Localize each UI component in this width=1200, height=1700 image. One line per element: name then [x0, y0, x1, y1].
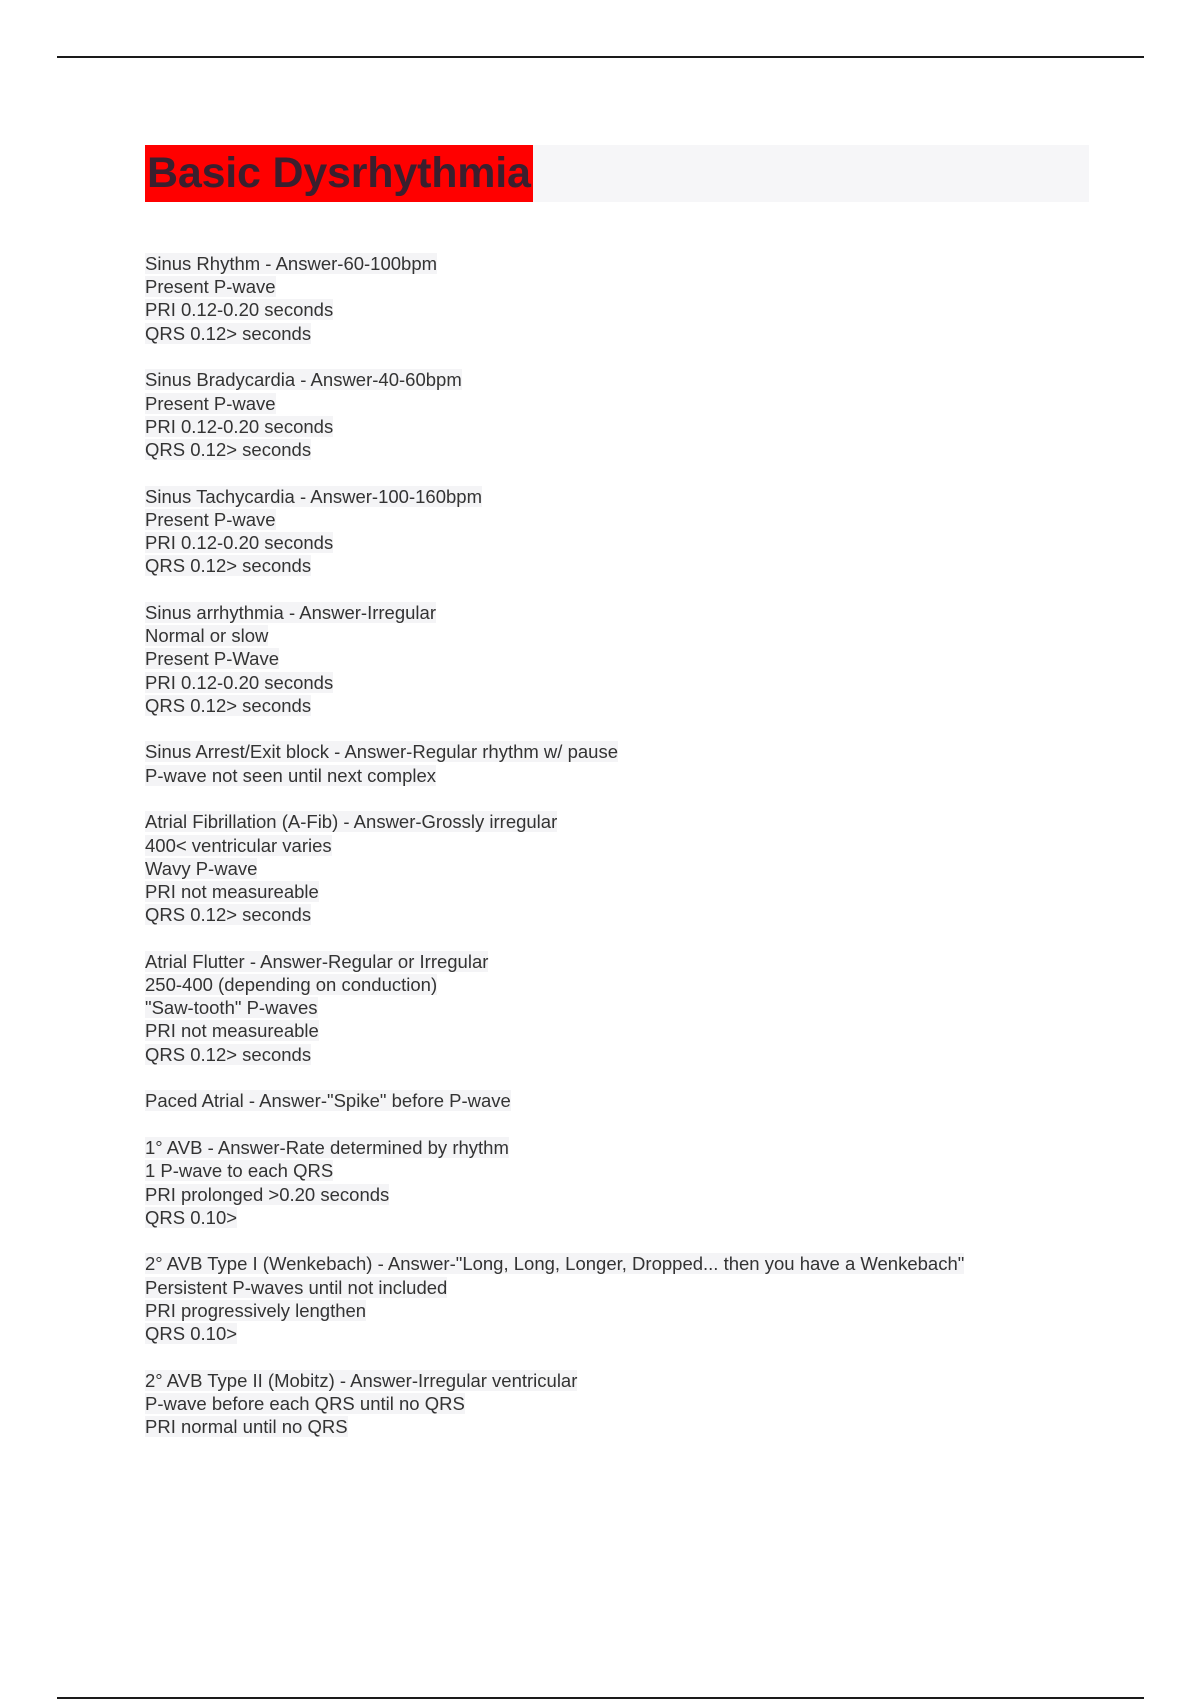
detail-line [145, 392, 1105, 415]
detail-line [145, 554, 1105, 577]
answer-text: 40-60bpm [378, 369, 462, 391]
answer-separator: - Answer- [294, 485, 379, 507]
detail-text: Present P-wave [145, 276, 276, 298]
detail-text: "Saw-tooth" P-waves [145, 997, 318, 1019]
detail-line [145, 857, 1105, 880]
detail-text: 1 P-wave to each QRS [145, 1160, 334, 1182]
term-text: 2° AVB Type I (Wenkebach) [145, 1253, 373, 1275]
flashcard-entry [145, 810, 1105, 926]
detail-text: PRI 0.12-0.20 seconds [145, 415, 334, 437]
detail-text: QRS 0.12> seconds [145, 438, 312, 460]
detail-line [145, 322, 1105, 345]
detail-text: P-wave not seen until next complex [145, 764, 437, 786]
answer-separator: - Answer- [244, 950, 328, 972]
answer-separator: - Answer- [283, 601, 368, 623]
detail-text: Wavy P-wave [145, 857, 258, 879]
flashcard-entry [145, 601, 1105, 717]
answer-text: Rate determined by rhythm [285, 1137, 509, 1159]
flashcard-question [145, 1136, 1105, 1159]
detail-line [145, 973, 1105, 996]
detail-line [145, 531, 1105, 554]
term-text: Paced Atrial [145, 1090, 244, 1112]
detail-line [145, 275, 1105, 298]
detail-line [145, 903, 1105, 926]
answer-text: "Long, Long, Longer, Dropped... then you have a Wenkebach" [455, 1253, 965, 1275]
detail-line [145, 1159, 1105, 1182]
detail-text: P-wave before each QRS until no QRS [145, 1392, 465, 1414]
detail-line [145, 508, 1105, 531]
flashcard-question [145, 601, 1105, 624]
detail-line [145, 1183, 1105, 1206]
detail-text: QRS 0.12> seconds [145, 322, 312, 344]
detail-line [145, 880, 1105, 903]
detail-line [145, 1392, 1105, 1415]
detail-line [145, 1276, 1105, 1299]
flashcard-entry [145, 252, 1105, 345]
detail-line [145, 1043, 1105, 1066]
answer-separator: - Answer- [334, 1369, 419, 1391]
flashcard-entry [145, 1089, 1105, 1112]
detail-line [145, 415, 1105, 438]
detail-line [145, 834, 1105, 857]
answer-text: "Spike" before P-wave [327, 1090, 511, 1112]
answer-text: Grossly irregular [421, 811, 558, 833]
detail-text: PRI 0.12-0.20 seconds [145, 671, 334, 693]
flashcard-question [145, 252, 1105, 275]
detail-line [145, 1019, 1105, 1042]
detail-text: QRS 0.10> [145, 1323, 238, 1345]
flashcard-question [145, 1089, 1105, 1112]
flashcard-entry [145, 1252, 1105, 1345]
answer-text: Irregular [367, 601, 436, 623]
flashcard-question [145, 950, 1105, 973]
term-text: Sinus Tachycardia [145, 485, 295, 507]
flashcard-question [145, 485, 1105, 508]
flashcard-entry [145, 1369, 1105, 1439]
detail-line [145, 996, 1105, 1019]
flashcard-entry [145, 740, 1105, 786]
detail-text: QRS 0.12> seconds [145, 904, 312, 926]
detail-text: PRI not measureable [145, 880, 319, 902]
detail-text: PRI prolonged >0.20 seconds [145, 1183, 390, 1205]
term-text: Sinus Rhythm [145, 253, 261, 274]
answer-separator: - Answer- [260, 253, 344, 274]
detail-line [145, 1322, 1105, 1345]
answer-text: Regular rhythm w/ pause [412, 741, 618, 763]
answer-text: Irregular ventricular [418, 1369, 578, 1391]
answer-text: Regular or Irregular [328, 950, 489, 972]
flashcard-entry [145, 950, 1105, 1066]
detail-line [145, 438, 1105, 461]
answer-separator: - Answer- [295, 369, 379, 391]
detail-line [145, 624, 1105, 647]
term-text: Sinus Arrest/Exit block [145, 741, 330, 763]
detail-text: Normal or slow [145, 625, 269, 647]
detail-line [145, 694, 1105, 717]
flashcard-entry [145, 1136, 1105, 1229]
detail-text: PRI not measureable [145, 1020, 319, 1042]
term-text: Atrial Flutter [145, 950, 245, 972]
title-bar [145, 145, 1089, 202]
answer-separator: - Answer- [338, 811, 422, 833]
detail-text: Present P-wave [145, 508, 276, 530]
detail-line [145, 298, 1105, 321]
detail-text: PRI normal until no QRS [145, 1416, 348, 1438]
answer-text: 60-100bpm [343, 253, 438, 274]
detail-text: 250-400 (depending on conduction) [145, 974, 438, 996]
detail-text: Present P-Wave [145, 648, 279, 670]
term-text: Atrial Fibrillation (A-Fib) [145, 811, 339, 833]
flashcard-question [145, 740, 1105, 763]
detail-text: QRS 0.12> seconds [145, 694, 312, 716]
detail-text: PRI 0.12-0.20 seconds [145, 532, 334, 554]
term-text: 2° AVB Type II (Mobitz) [145, 1369, 335, 1391]
detail-text: QRS 0.10> [145, 1206, 238, 1228]
flashcard-entry [145, 368, 1105, 461]
detail-line [145, 647, 1105, 670]
answer-text: 100-160bpm [378, 485, 482, 507]
term-text: Sinus Bradycardia [145, 369, 296, 391]
detail-text: PRI progressively lengthen [145, 1299, 367, 1321]
flashcard-question [145, 1252, 1105, 1275]
answer-separator: - Answer- [243, 1090, 328, 1112]
detail-text: Present P-wave [145, 392, 276, 414]
document-title: Basic Dysrhythmia [145, 145, 533, 202]
detail-line [145, 1206, 1105, 1229]
answer-separator: - Answer- [372, 1253, 456, 1275]
detail-text: QRS 0.12> seconds [145, 555, 312, 577]
flashcard-list [145, 252, 1105, 1462]
flashcard-entry [145, 485, 1105, 578]
detail-text: Persistent P-waves until not included [145, 1276, 448, 1298]
answer-separator: - Answer- [329, 741, 413, 763]
detail-text: 400< ventricular varies [145, 834, 332, 856]
flashcard-question [145, 1369, 1105, 1392]
detail-text: QRS 0.12> seconds [145, 1043, 312, 1065]
detail-line [145, 671, 1105, 694]
bottom-rule [57, 1697, 1144, 1699]
top-rule [57, 56, 1144, 58]
detail-text: PRI 0.12-0.20 seconds [145, 299, 334, 321]
term-text: 1° AVB [145, 1137, 203, 1159]
detail-line [145, 1299, 1105, 1322]
flashcard-question [145, 810, 1105, 833]
detail-line [145, 764, 1105, 787]
term-text: Sinus arrhythmia [145, 601, 284, 623]
flashcard-question [145, 368, 1105, 391]
detail-line [145, 1415, 1105, 1438]
answer-separator: - Answer- [202, 1137, 286, 1159]
